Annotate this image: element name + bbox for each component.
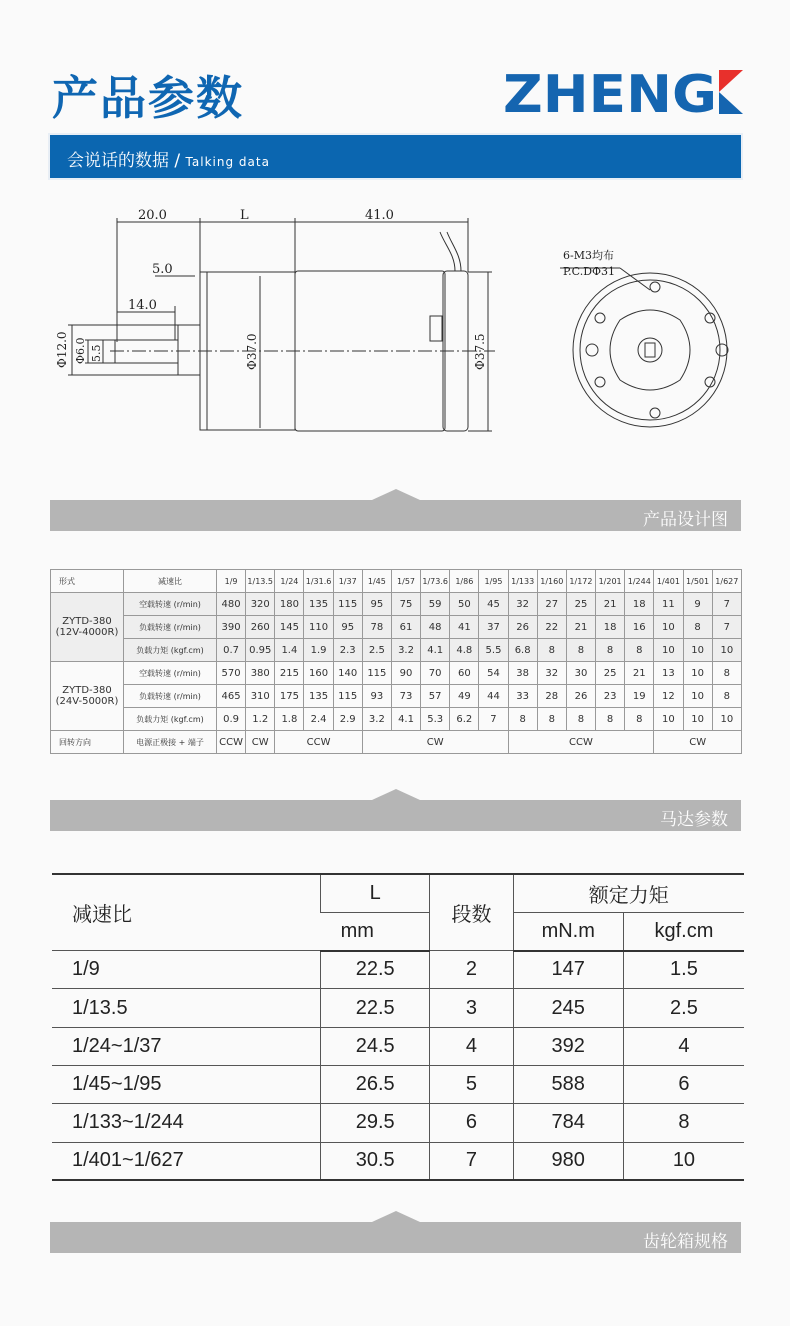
table-cell: 44 <box>479 685 508 708</box>
table-cell: 980 <box>513 1142 623 1180</box>
table-cell: 1/401~1/627 <box>52 1142 321 1180</box>
table-cell: 48 <box>421 616 450 639</box>
table-cell: 1/9 <box>217 570 246 593</box>
table-cell: 1/24~1/37 <box>52 1027 321 1065</box>
table-cell: CW <box>654 731 742 754</box>
table-cell: 2.9 <box>333 708 362 731</box>
table-cell: 29.5 <box>321 1104 430 1142</box>
table-row <box>51 685 742 708</box>
table-cell: 115 <box>333 685 362 708</box>
table-cell: 26 <box>508 616 537 639</box>
table-cell: 59 <box>421 593 450 616</box>
table-cell: 320 <box>246 593 275 616</box>
table-cell: 23 <box>596 685 625 708</box>
table-cell: 37 <box>479 616 508 639</box>
table-cell: 260 <box>246 616 275 639</box>
table-cell: 145 <box>275 616 304 639</box>
table-cell: 1.2 <box>246 708 275 731</box>
table-cell: 减速比 <box>124 570 217 593</box>
motor-design-drawing <box>0 195 790 445</box>
table-cell: 6.8 <box>508 639 537 662</box>
table-cell: 10 <box>712 708 741 731</box>
table-header-row <box>51 570 742 593</box>
table-cell: 95 <box>333 616 362 639</box>
table-cell: 22 <box>537 616 566 639</box>
spec-table <box>50 569 742 754</box>
dim-phi37-5: Φ37.5 <box>473 333 487 370</box>
table-cell: 负载力矩 (kgf.cm) <box>124 639 217 662</box>
table-cell: 12 <box>654 685 683 708</box>
table-cell: 26 <box>566 685 595 708</box>
table-cell: 10 <box>683 708 712 731</box>
table-cell: 4.8 <box>450 639 479 662</box>
page-title: 产品参数 <box>52 71 244 125</box>
model-name: ZYTD-380 <box>62 685 112 696</box>
table-cell: 390 <box>217 616 246 639</box>
table-cell: 10 <box>623 1142 744 1180</box>
table-cell: 负载转速 (r/min) <box>124 685 217 708</box>
table-cell: 140 <box>333 662 362 685</box>
table-cell: 175 <box>275 685 304 708</box>
section-motor: 马达参数 <box>50 800 741 831</box>
motor-table <box>52 873 744 1181</box>
table-cell: 回转方向 <box>51 731 124 754</box>
dim-5-5: 5.5 <box>90 344 103 362</box>
table-cell: 18 <box>596 616 625 639</box>
table-cell: CW <box>362 731 508 754</box>
table-cell: 8 <box>537 708 566 731</box>
table-cell: 1/45~1/95 <box>52 1065 321 1103</box>
table-cell: 570 <box>217 662 246 685</box>
table-cell: 1/57 <box>391 570 420 593</box>
svg-text:ZHENG: ZHENG <box>503 70 717 114</box>
table-cell: 1/13.5 <box>52 989 321 1027</box>
table-cell: 3 <box>430 989 513 1027</box>
table-cell: 30.5 <box>321 1142 430 1180</box>
table-cell: 8 <box>537 639 566 662</box>
table-cell: 73 <box>391 685 420 708</box>
table-cell: 3.2 <box>391 639 420 662</box>
table-cell: 2.5 <box>362 639 391 662</box>
table-cell: 10 <box>654 639 683 662</box>
table-cell: 57 <box>421 685 450 708</box>
dim-5: 5.0 <box>152 262 173 277</box>
table-row <box>51 639 742 662</box>
table-cell: 19 <box>625 685 654 708</box>
table-cell: 1.5 <box>623 951 744 989</box>
table-cell: 11 <box>654 593 683 616</box>
table-cell: 5.3 <box>421 708 450 731</box>
table-cell: 50 <box>450 593 479 616</box>
table-row <box>51 708 742 731</box>
table-cell: 0.9 <box>217 708 246 731</box>
table-cell: 21 <box>566 616 595 639</box>
table-cell: 45 <box>479 593 508 616</box>
header-kgf: kgf.cm <box>623 912 744 950</box>
table-cell: 1/86 <box>450 570 479 593</box>
table-cell: 10 <box>712 639 741 662</box>
table-cell: 4.1 <box>391 708 420 731</box>
table-cell: 8 <box>623 1104 744 1142</box>
table-cell: 1/24 <box>275 570 304 593</box>
table-cell: 110 <box>304 616 333 639</box>
table-cell: 93 <box>362 685 391 708</box>
table-cell: 60 <box>450 662 479 685</box>
table-cell: 1/37 <box>333 570 362 593</box>
table-cell: 形式 <box>51 570 124 593</box>
table-cell: 1/133~1/244 <box>52 1104 321 1142</box>
table-cell: 32 <box>537 662 566 685</box>
table-row <box>51 593 742 616</box>
table-row <box>51 616 742 639</box>
table-cell: 8 <box>596 639 625 662</box>
table-cell: 75 <box>391 593 420 616</box>
table-cell: 9 <box>683 593 712 616</box>
table-cell: 1/627 <box>712 570 741 593</box>
table-cell: 10 <box>683 662 712 685</box>
table-cell: 7 <box>712 616 741 639</box>
table-cell: 310 <box>246 685 275 708</box>
table-cell: 30 <box>566 662 595 685</box>
table-cell: 8 <box>566 639 595 662</box>
table-cell: 0.7 <box>217 639 246 662</box>
dim-phi6: Φ6.0 <box>74 337 87 364</box>
table-cell: 1/401 <box>654 570 683 593</box>
table-cell: 电源正极接 + 端子 <box>124 731 217 754</box>
table-cell: 6 <box>623 1065 744 1103</box>
table-cell: 1/31.6 <box>304 570 333 593</box>
table-cell: 380 <box>246 662 275 685</box>
dim-phi37: Φ37.0 <box>245 333 259 370</box>
holes-note: 6-M3均布 <box>563 249 614 262</box>
table-cell: 78 <box>362 616 391 639</box>
table-row <box>52 1142 744 1180</box>
table-cell: 465 <box>217 685 246 708</box>
table-cell: 8 <box>625 708 654 731</box>
table-cell: 6.2 <box>450 708 479 731</box>
table-cell: 392 <box>513 1027 623 1065</box>
table-cell: 1/501 <box>683 570 712 593</box>
header-ratio: 减速比 <box>52 874 321 951</box>
dim-L: L <box>240 208 249 223</box>
header-mnm: mN.m <box>513 912 623 950</box>
banner-subtitle: Talking data <box>185 155 270 169</box>
table-cell: 784 <box>513 1104 623 1142</box>
table-cell: 1/73.6 <box>421 570 450 593</box>
table-cell: 49 <box>450 685 479 708</box>
table-cell: 1.8 <box>275 708 304 731</box>
table-cell: 588 <box>513 1065 623 1103</box>
table-cell: 25 <box>596 662 625 685</box>
table-cell: 115 <box>362 662 391 685</box>
section-design: 产品设计图 <box>50 500 741 531</box>
table-cell: 10 <box>683 685 712 708</box>
table-row <box>51 662 742 685</box>
table-cell: 8 <box>596 708 625 731</box>
table-cell: 27 <box>537 593 566 616</box>
table-cell: CW <box>246 731 275 754</box>
table-cell: 7 <box>479 708 508 731</box>
table-cell: 1/9 <box>52 951 321 989</box>
table-cell: 3.2 <box>362 708 391 731</box>
table-cell: 1/172 <box>566 570 595 593</box>
table-row <box>52 1065 744 1103</box>
section-banner <box>50 135 741 178</box>
table-cell: 38 <box>508 662 537 685</box>
table-cell: 95 <box>362 593 391 616</box>
table-cell: 70 <box>421 662 450 685</box>
table-cell: 2.5 <box>623 989 744 1027</box>
table-cell: 8 <box>712 662 741 685</box>
table-cell: 7 <box>712 593 741 616</box>
brand-logo <box>503 70 743 114</box>
direction-row <box>51 731 742 754</box>
model-name: ZYTD-380 <box>62 616 112 627</box>
table-cell: 1.4 <box>275 639 304 662</box>
table-cell: 147 <box>513 951 623 989</box>
table-cell: 空载转速 (r/min) <box>124 593 217 616</box>
table-cell: 180 <box>275 593 304 616</box>
table-cell: 1/133 <box>508 570 537 593</box>
header-stages: 段数 <box>430 874 513 951</box>
table-cell: 1/13.5 <box>246 570 275 593</box>
table-cell: 5 <box>430 1065 513 1103</box>
model-cell <box>51 593 124 662</box>
table-cell: 4 <box>430 1027 513 1065</box>
table-cell: 160 <box>304 662 333 685</box>
table-cell: 54 <box>479 662 508 685</box>
table-cell: 115 <box>333 593 362 616</box>
table-cell: 16 <box>625 616 654 639</box>
section-gearbox: 齿轮箱规格 <box>50 1222 741 1253</box>
table-cell: 25 <box>566 593 595 616</box>
table-cell: 215 <box>275 662 304 685</box>
table-cell: 24.5 <box>321 1027 430 1065</box>
table-cell: 8 <box>508 708 537 731</box>
table-cell: 8 <box>712 685 741 708</box>
table-cell: 1/95 <box>479 570 508 593</box>
table-cell: 61 <box>391 616 420 639</box>
table-cell: 28 <box>537 685 566 708</box>
table-cell: 1/45 <box>362 570 391 593</box>
table-cell: CCW <box>217 731 246 754</box>
table-cell: 空载转速 (r/min) <box>124 662 217 685</box>
table-cell: 1/201 <box>596 570 625 593</box>
table-cell: 245 <box>513 989 623 1027</box>
table-cell: 8 <box>683 616 712 639</box>
table-cell: 1/160 <box>537 570 566 593</box>
table-cell: 4 <box>623 1027 744 1065</box>
table-cell: 1/244 <box>625 570 654 593</box>
table-cell: 21 <box>596 593 625 616</box>
table-row <box>52 951 744 989</box>
table-cell: 22.5 <box>321 951 430 989</box>
table-cell: 负载转速 (r/min) <box>124 616 217 639</box>
dim-41: 41.0 <box>365 208 394 223</box>
banner-title: 会说话的数据 / <box>67 151 186 171</box>
table-cell: 18 <box>625 593 654 616</box>
table-cell: 负载力矩 (kgf.cm) <box>124 708 217 731</box>
table-cell: 22.5 <box>321 989 430 1027</box>
table-cell: 135 <box>304 685 333 708</box>
table-cell: 4.1 <box>421 639 450 662</box>
table-cell: 480 <box>217 593 246 616</box>
table-cell: 26.5 <box>321 1065 430 1103</box>
table-cell: CCW <box>275 731 362 754</box>
table-cell: 21 <box>625 662 654 685</box>
table-row <box>52 1104 744 1142</box>
table-cell: 8 <box>566 708 595 731</box>
header-mm: mm <box>321 912 430 950</box>
table-cell: 7 <box>430 1142 513 1180</box>
table-cell: 90 <box>391 662 420 685</box>
table-row <box>52 1027 744 1065</box>
model-cell <box>51 662 124 731</box>
table-cell: 1.9 <box>304 639 333 662</box>
table-cell: 13 <box>654 662 683 685</box>
dim-14: 14.0 <box>128 298 157 313</box>
model-spec: (24V-5000R) <box>55 696 119 707</box>
header-L: L <box>321 874 430 912</box>
table-cell: 2 <box>430 951 513 989</box>
table-cell: 2.4 <box>304 708 333 731</box>
table-cell: 10 <box>654 616 683 639</box>
table-cell: 33 <box>508 685 537 708</box>
table-cell: 2.3 <box>333 639 362 662</box>
table-cell: 135 <box>304 593 333 616</box>
table-cell: 10 <box>683 639 712 662</box>
pcd-note: P.C.DΦ31 <box>563 265 616 278</box>
table-cell: 41 <box>450 616 479 639</box>
model-spec: (12V-4000R) <box>55 627 119 638</box>
table-cell: CCW <box>508 731 654 754</box>
table-cell: 32 <box>508 593 537 616</box>
table-cell: 5.5 <box>479 639 508 662</box>
table-row <box>52 989 744 1027</box>
table-cell: 8 <box>625 639 654 662</box>
dim-20: 20.0 <box>138 208 167 223</box>
dim-phi12: Φ12.0 <box>55 331 69 368</box>
table-cell: 0.95 <box>246 639 275 662</box>
table-cell: 10 <box>654 708 683 731</box>
header-torque: 额定力矩 <box>513 874 744 912</box>
table-cell: 6 <box>430 1104 513 1142</box>
